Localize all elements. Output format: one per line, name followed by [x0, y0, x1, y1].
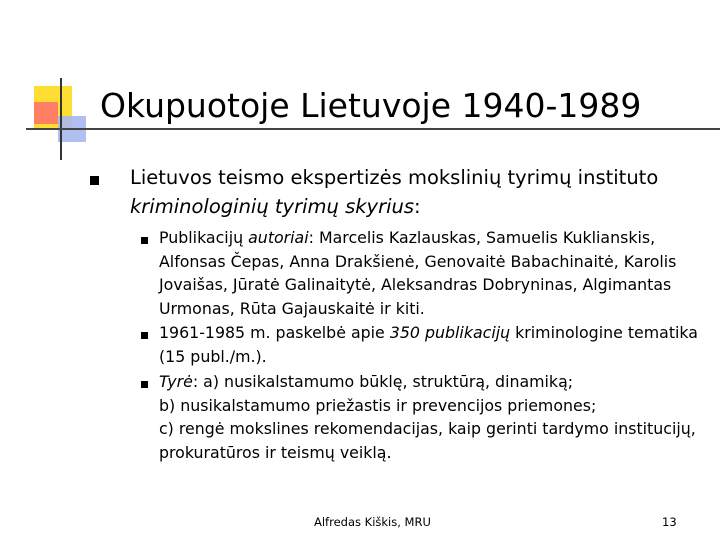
research-line-a [159, 370, 714, 394]
sub-point-authors [159, 226, 714, 320]
sub-point-prefix: 1961-1985 m. paskelbė apie [159, 323, 390, 342]
sub-point-research [159, 370, 714, 464]
main-point [130, 163, 715, 221]
bullet-marker [90, 176, 99, 185]
sub-point-italic: Tyrė [159, 372, 193, 391]
sub-bullet-marker [141, 237, 148, 244]
sub-point-publications [159, 321, 714, 368]
sub-point-suffix: : Marcelis Kazlauskas, Samuelis Kuklianskis, Alfonsas Čepas, Anna Drakšienė, Genovaitė Babachinaitė, Karolis Jovaišas, Jūratė Galinaitytė, Aleksandras Dobryninas, Algimantas Urmonas, Rūta Gajauskaitė ir kiti. [159, 228, 677, 318]
research-line-b: b) nusikalstamumo priežastis ir prevencijos priemones; [159, 395, 597, 415]
sub-point-suffix: kriminologine tematika (15 publ./m.). [159, 323, 698, 366]
sub-bullet-marker [141, 381, 148, 388]
page-number: 13 [662, 515, 677, 529]
research-line-c: c) rengė mokslines rekomendacijas, kaip gerinti tardymo institucijų, prokuratūros ir teismų veiklą. [159, 419, 696, 462]
sub-point-italic: 350 publikacijų [389, 323, 511, 342]
title-underline [26, 128, 720, 130]
red-square-decoration [34, 102, 58, 124]
slide-title: Okupuotoje Lietuvoje 1940-1989 [100, 86, 642, 125]
vertical-rule [60, 78, 62, 160]
main-point-italic: kriminologinių tyrimų skyrius [130, 195, 415, 218]
main-point-colon: : [414, 195, 421, 218]
sub-point-italic: autoriai [248, 228, 309, 247]
sub-point-suffix: : a) nusikalstamumo būklę, struktūrą, dinamiką; [192, 372, 574, 391]
sub-bullet-marker [141, 332, 148, 339]
main-point-text: Lietuvos teismo ekspertizės mokslinių tyrimų instituto [130, 166, 659, 189]
footer-author: Alfredas Kiškis, MRU [314, 515, 431, 529]
sub-point-prefix: Publikacijų [159, 228, 249, 247]
